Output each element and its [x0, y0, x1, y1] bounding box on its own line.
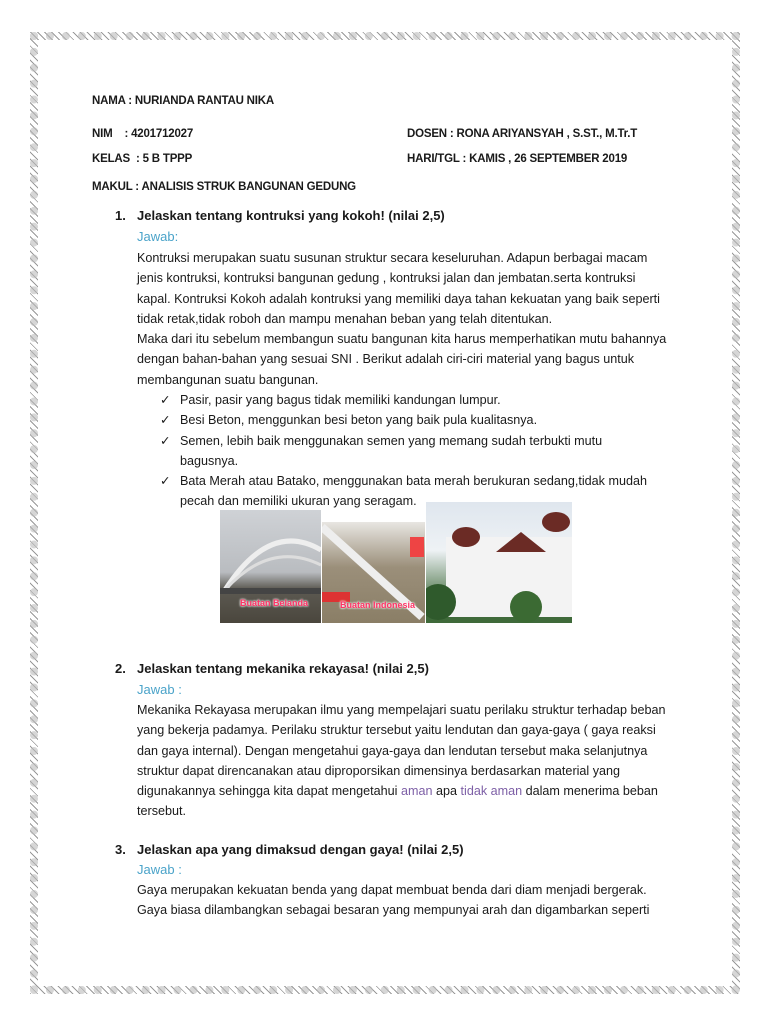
highlight-aman: aman [400, 784, 433, 799]
q3-jawab: Jawab : [137, 862, 182, 877]
list-item [160, 410, 660, 430]
text-line: Mekanika Rekayasa merupakan ilmu yang mempelajari suatu perilaku struktur terhadap beban [137, 703, 666, 717]
question-3 [115, 842, 464, 857]
kelas: KELAS : 5 B TPPP [92, 153, 193, 165]
text-line [137, 781, 697, 801]
dosen: DOSEN : RONA ARIYANSYAH , S.ST., M.Tr.T [407, 128, 638, 140]
question-1 [115, 208, 445, 223]
text-span: apa [432, 784, 461, 799]
q2-jawab: Jawab : [137, 682, 182, 697]
photo-label: Buatan Indonesia [340, 600, 416, 610]
text-line: struktur dapat direncanakan atau diproporsikan dimensinya berdasarkan material yang [137, 763, 621, 778]
q1-jawab: Jawab: [137, 229, 179, 244]
text-line: Maka dari itu sebelum membangun suatu bangunan kita harus memperhatikan mutu bahannya [137, 332, 667, 347]
building-photo [426, 502, 572, 623]
q2-answer [137, 700, 697, 822]
bridge-indonesia-photo [322, 522, 425, 623]
text-line: Gaya merupakan kekuatan benda yang dapat membuat benda dari diam menjadi bergerak. [137, 883, 647, 897]
text-line: yang bekerja padamya. Perilaku struktur tersebut yaitu lendutan dan gaya-gaya ( gaya reaksi [137, 723, 656, 738]
q2-title: Jelaskan tentang mekanika rekayasa! (nilai 2,5) [137, 661, 429, 676]
text-line: tidak retak,tidak roboh dan mampu menahan beban yang telah ditentukan. [137, 311, 553, 326]
check-icon: ✓ [160, 393, 171, 407]
q1-title: Jelaskan tentang kontruksi yang kokoh! (nilai 2,5) [137, 208, 445, 223]
list-item-text: Besi Beton, menggunkan besi beton yang baik pula kualitasnya. [180, 413, 538, 428]
text-line: dan gaya internal). Dengan mengetahui gaya-gaya dan lendutan tersebut maka selanjutnya [137, 743, 648, 758]
check-icon: ✓ [160, 413, 171, 428]
q1-number: 1. [115, 208, 126, 223]
bridge-belanda-photo [220, 510, 321, 623]
text-line: Kontruksi merupakan suatu susunan struktur secara keseluruhan. Adapun berbagai macam [137, 251, 648, 265]
colonial-building-drawing [426, 502, 572, 623]
text-span: dalam menerima beban [522, 784, 658, 799]
hari-tgl: HARI/TGL : KAMIS , 26 SEPTEMBER 2019 [407, 153, 628, 165]
question-2 [115, 661, 429, 676]
nama: NAMA : NURIANDA RANTAU NIKA [92, 95, 274, 107]
list-item [160, 431, 660, 472]
nim: NIM : 4201712027 [92, 128, 194, 140]
text-line: membangunan suatu bangunan. [137, 372, 319, 387]
text-span: digunakannya sehingga kita dapat mengetahui [137, 784, 401, 799]
material-checklist [160, 390, 660, 512]
list-item-text: Pasir, pasir yang bagus tidak memiliki kandungan lumpur. [180, 393, 501, 407]
check-icon: ✓ [160, 474, 171, 489]
check-icon: ✓ [160, 433, 171, 448]
text-line: jenis kontruksi, kontruksi bangunan gedung , kontruksi jalan dan jembatan.serta kontruksi [137, 271, 636, 286]
text-line: tersebut. [137, 804, 187, 819]
text-line: Gaya biasa dilambangkan sebagai besaran yang mempunyai arah dan digambarkan seperti [137, 903, 650, 918]
list-item [160, 471, 660, 512]
q1-answer [137, 248, 697, 390]
q3-answer [137, 880, 697, 921]
q3-number: 3. [115, 842, 126, 857]
makul: MAKUL : ANALISIS STRUK BANGUNAN GEDUNG [92, 181, 356, 193]
photo-label: Buatan Belanda [240, 598, 309, 608]
list-item-text: Bata Merah atau Batako, menggunakan bata merah berukuran sedang,tidak mudah pecah dan memiliki ukuran yang seragam. [180, 474, 647, 509]
text-line: dengan bahan-bahan yang sesuai SNI . Berikut adalah ciri-ciri material yang bagus untuk [137, 352, 635, 367]
highlight-tidak-aman: tidak aman [460, 784, 523, 799]
q3-title: Jelaskan apa yang dimaksud dengan gaya! (nilai 2,5) [137, 842, 464, 857]
q2-number: 2. [115, 661, 126, 676]
list-item [160, 390, 660, 410]
list-item-text: Semen, lebih baik menggunakan semen yang memang sudah terbukti mutu bagusnya. [180, 433, 603, 468]
text-line: kapal. Kontruksi Kokoh adalah kontruksi yang memiliki daya tahan kekuatan yang baik seperti [137, 291, 660, 306]
